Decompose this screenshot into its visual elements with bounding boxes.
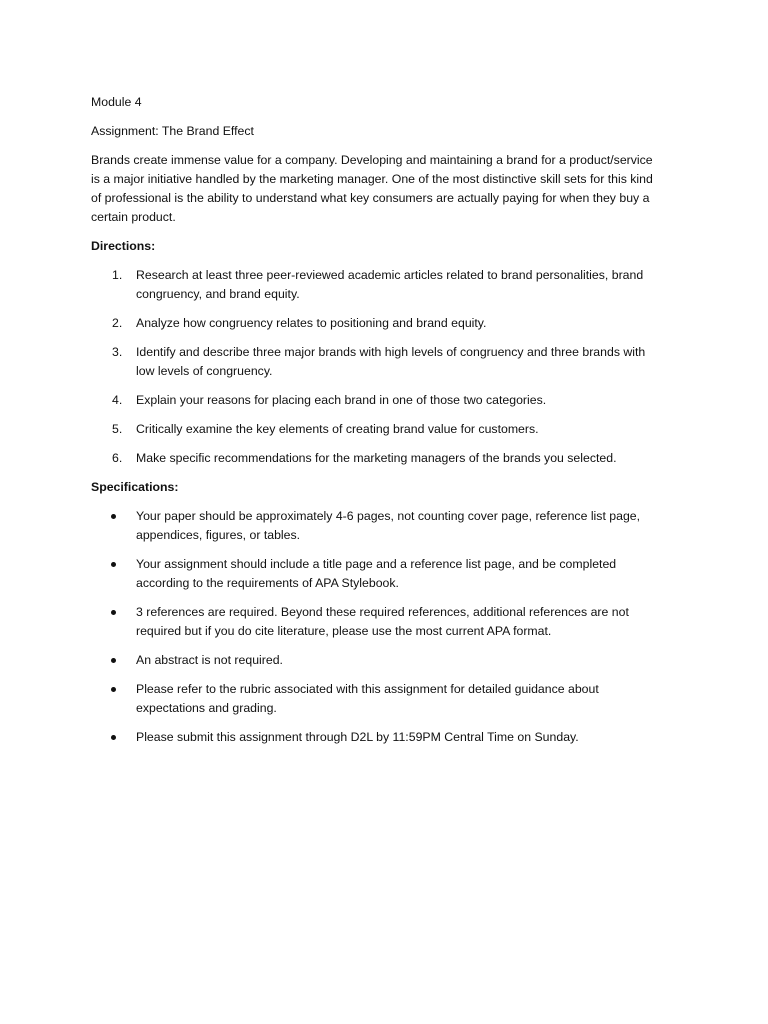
direction-text: Explain your reasons for placing each brand in one of those two categories.	[136, 393, 547, 407]
specification-item	[91, 680, 681, 718]
direction-text: Research at least three peer-reviewed academic articles related to brand personalities, brand	[136, 268, 644, 282]
direction-item	[91, 266, 681, 304]
direction-number: 4.	[112, 393, 123, 407]
direction-item	[91, 343, 681, 381]
bullet-icon	[111, 562, 116, 567]
bullet-icon	[111, 514, 116, 519]
specification-item	[91, 728, 681, 747]
intro-line: is a major initiative handled by the marketing manager. One of the most distinctive skill sets for this kind	[91, 172, 653, 186]
bullet-icon	[111, 735, 116, 740]
intro-line: Brands create immense value for a company. Developing and maintaining a brand for a product/service	[91, 153, 653, 167]
bullet-icon	[111, 610, 116, 615]
specification-item	[91, 555, 681, 593]
intro-line: of professional is the ability to understand what key consumers are actually paying for when they buy a	[91, 191, 650, 205]
specifications-heading: Specifications:	[91, 480, 179, 494]
intro-line: certain product.	[91, 210, 176, 224]
direction-text: low levels of congruency.	[136, 364, 273, 378]
specification-text: according to the requirements of APA Stylebook.	[136, 576, 399, 590]
direction-item	[91, 420, 681, 439]
direction-item	[91, 391, 681, 410]
specification-text: Please submit this assignment through D2L by 11:59PM Central Time on Sunday.	[136, 730, 579, 744]
specification-text: appendices, figures, or tables.	[136, 528, 301, 542]
specification-text: expectations and grading.	[136, 701, 277, 715]
specification-text: An abstract is not required.	[136, 653, 283, 667]
bullet-icon	[111, 658, 116, 663]
direction-text: congruency, and brand equity.	[136, 287, 300, 301]
direction-text: Analyze how congruency relates to positioning and brand equity.	[136, 316, 487, 330]
direction-number: 1.	[112, 268, 123, 282]
specification-text: Your assignment should include a title page and a reference list page, and be completed	[136, 557, 617, 571]
direction-number: 2.	[112, 316, 123, 330]
directions-list	[91, 266, 681, 468]
direction-number: 5.	[112, 422, 123, 436]
assignment-title: Assignment: The Brand Effect	[91, 124, 254, 138]
intro-paragraph	[91, 151, 681, 227]
direction-number: 3.	[112, 345, 123, 359]
direction-item	[91, 449, 681, 468]
direction-number: 6.	[112, 451, 123, 465]
specification-text: Your paper should be approximately 4-6 pages, not counting cover page, reference list page,	[136, 509, 641, 523]
direction-text: Critically examine the key elements of creating brand value for customers.	[136, 422, 539, 436]
specifications-list	[91, 507, 681, 747]
module-title: Module 4	[91, 95, 142, 109]
specification-text: 3 references are required. Beyond these required references, additional references are not	[136, 605, 629, 619]
document-content	[91, 93, 681, 757]
specification-item	[91, 603, 681, 641]
specification-text: required but if you do cite literature, please use the most current APA format.	[136, 624, 552, 638]
direction-text: Identify and describe three major brands with high levels of congruency and three brands with	[136, 345, 646, 359]
bullet-icon	[111, 687, 116, 692]
specification-text: Please refer to the rubric associated with this assignment for detailed guidance about	[136, 682, 599, 696]
specification-item	[91, 651, 681, 670]
directions-heading: Directions:	[91, 239, 156, 253]
specification-item	[91, 507, 681, 545]
direction-text: Make specific recommendations for the marketing managers of the brands you selected.	[136, 451, 617, 465]
direction-item	[91, 314, 681, 333]
